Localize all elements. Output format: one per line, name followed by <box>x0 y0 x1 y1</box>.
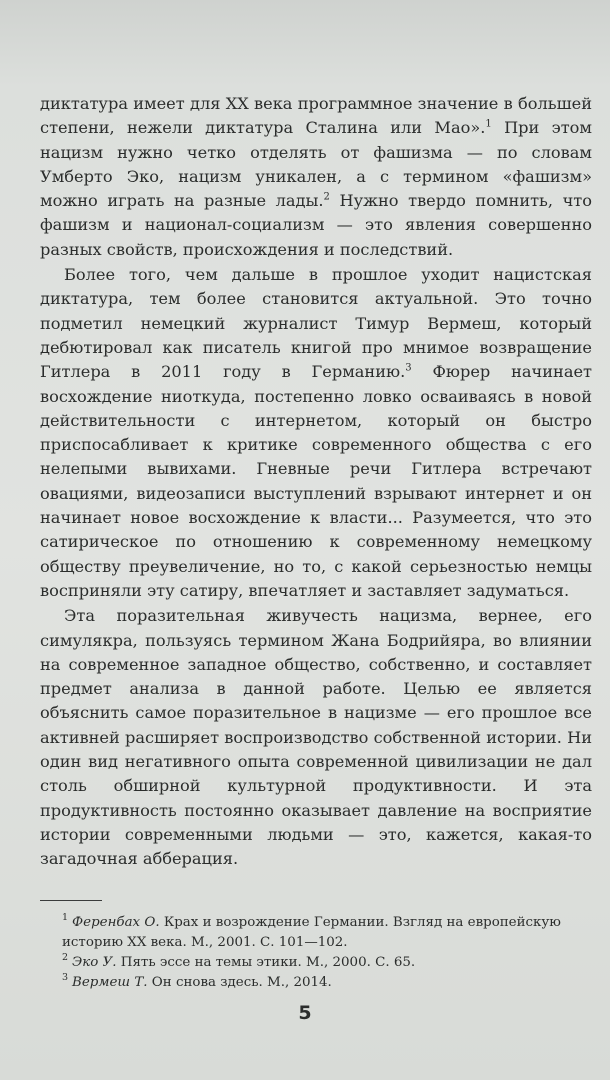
footnote-text: Он снова здесь. М., 2014. <box>147 974 332 990</box>
para2-text-a: Более того, чем дальше в прошлое уходит нацистская диктатура, тем более становится актуальной. Это точно подметил немецкий журналист Тимур Вермеш, который дебютировал как писатель книгой про мнимое возвращение Гитлера в 2011 году в Германию. <box>40 265 592 382</box>
footnote-3 <box>40 973 592 993</box>
footnote-number: 1 <box>62 912 69 924</box>
footnote-ref-3[interactable]: 3 <box>405 362 412 374</box>
paragraph-2 <box>40 263 592 603</box>
footnote-text: Крах и возрождение Германии. Взгляд на европейскую историю XX века. М., 2001. С. 101—102. <box>62 914 561 950</box>
para1-text-c: Нужно твердо помнить, что фашизм и национал-социализм — это явления совершенно разных свойств, происхождения и последствий. <box>40 191 592 259</box>
page-number: 5 <box>298 1002 312 1024</box>
footnote-author: Ференбах О. <box>72 914 160 930</box>
para1-text-a: диктатура имеет для XX века программное значение в большей степени, нежели диктатура Сталина или Мао». <box>40 94 592 138</box>
footnote-ref-1[interactable]: 1 <box>485 118 492 130</box>
footnote-text: Пять эссе на темы этики. М., 2000. С. 65. <box>116 954 416 970</box>
para3-text: Эта поразительная живучесть нацизма, вернее, его симулякра, пользуясь термином Жана Бодрийяра, во влиянии на современное западное общество, собственно, и составляет предмет анализа в данной работе. Целью ее является объяснить самое поразительное в нацизме — его прошлое все активней расширяет воспроизводство собственной истории. Ни один вид негативного опыта современной цивилизации не дал столь обширной культурной продуктивности. И эта продуктивность постоянно оказывает давление на восприятие истории современными людьми — это, кажется, какая-то загадочная абберация. <box>40 606 592 869</box>
footnote-ref-2[interactable]: 2 <box>323 191 330 203</box>
footnote-1 <box>40 913 592 953</box>
para2-text-b: Фюрер начинает восхождение ниоткуда, постепенно ловко осваиваясь в новой действительности с интернетом, который он быстро приспосабливает к критике современного общества с его нелепыми вывихами. Гневные речи Гитлера встречают овациями, видеозаписи выступлений взрывают интернет и он начинает новое восхождение к власти... Разумеется, что это сатирическое по отношению к современному немецкому обществу преувеличение, но то, с какой серьезностью немцы восприняли эту сатиру, впечатляет и заставляет задуматься. <box>40 362 593 600</box>
paragraph-3 <box>40 604 592 871</box>
footnote-2 <box>40 953 592 973</box>
para1-text-b: При этом нацизм нужно четко отделять от фашизма — по словам Умберто Эко, нацизм уникален, а с термином «фашизм» можно играть на разные лады. <box>40 118 592 211</box>
body-text <box>40 92 592 872</box>
paragraph-1 <box>40 92 592 262</box>
footnotes <box>40 913 592 993</box>
footnote-divider <box>40 900 102 901</box>
footnote-author: Вермеш Т. <box>72 974 148 990</box>
footnote-number: 2 <box>62 952 69 964</box>
footnote-author: Эко У. <box>72 954 117 970</box>
footnote-number: 3 <box>62 972 69 984</box>
